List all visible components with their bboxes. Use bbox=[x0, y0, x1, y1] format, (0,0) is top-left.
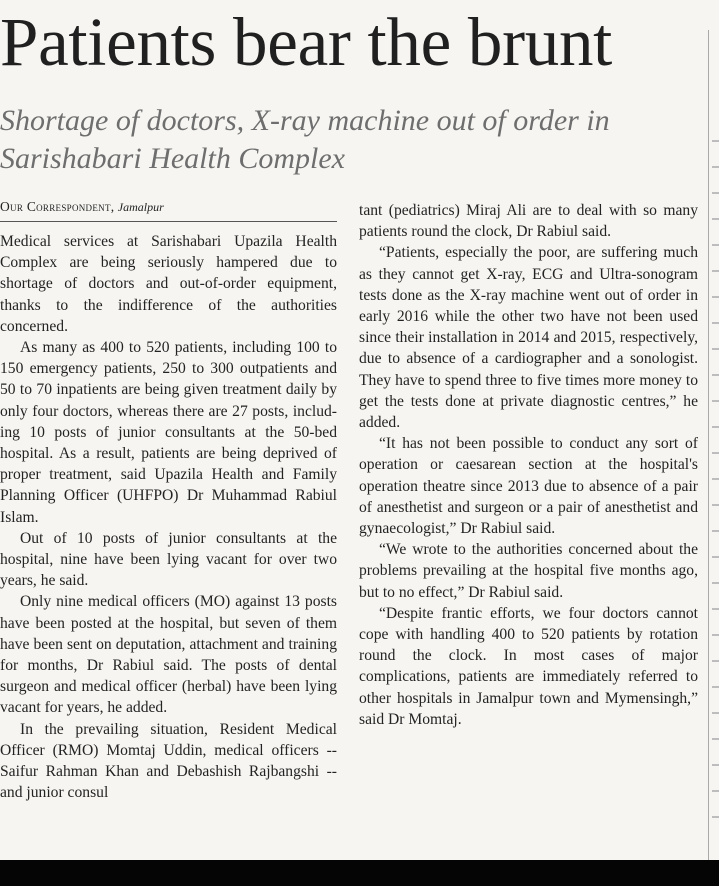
adjacent-column-rule bbox=[708, 30, 709, 860]
byline-author: Our Correspondent, bbox=[0, 199, 115, 214]
paragraph: “It has not been possible to conduct any sort of operation or caesarean section at the hospital's operation theatre since 2013 due to absence of a pair of anesthetist and surgeon or a pair of anesthetist and gynaecologist,” Dr Rabiul said. bbox=[359, 435, 698, 538]
scan-bottom-edge bbox=[0, 860, 719, 886]
paragraph: As many as 400 to 520 patients, including 100 to 150 emergency patients, 250 to 300 outpatients and 50 to 70 inpatients are being given treatment daily by only four doctors, whereas there are 27 posts, including 10 posts of junior consultants at the 50-bed hospital. As a result, patients are being deprived of proper treatment, said Upazila Health and Family Planning Officer (UHFPO) Dr Muhammad Rabiul Islam. bbox=[0, 339, 337, 526]
paragraph: “Patients, especially the poor, are suffering much as they cannot get X-ray, ECG and Ultra-sonogram tests done as the X-ray machine went out of order in early 2016 while the other two have not been used since their installation in 2014 and 2015, respectively, due to absence of a cardiographer and a sonologist. They have to spend three to five times more money to get the tests done at private diagnostic centres,” he added. bbox=[359, 244, 698, 432]
paragraph: Out of 10 posts of junior consultants at the hospital, nine have been lying vacant for over two years, he said. bbox=[0, 529, 337, 590]
article-column-2 bbox=[359, 200, 698, 730]
article-column-1 bbox=[0, 198, 337, 803]
paragraph: “Despite frantic efforts, we four doctors cannot cope with handling 400 to 520 patients by rotation round the clock. In most cases of major complications, patients are immediately referred to other hospitals in Jamalpur town and Mymensingh,” said Dr Momtaj. bbox=[359, 604, 698, 728]
adjacent-column-fragment bbox=[712, 140, 719, 840]
headline: Patients bear the brunt bbox=[0, 4, 613, 80]
paragraph: tant (pediatrics) Miraj Ali are to deal with so many patients round the clock, Dr Rabiul said. bbox=[359, 202, 698, 241]
paragraph: In the prevailing situation, Resident Medical Officer (RMO) Momtaj Uddin, medical officers -- Saifur Rahman Khan and Debashish Rajbangshi -- and junior consul bbox=[0, 720, 337, 802]
byline bbox=[0, 198, 337, 222]
byline-location: Jamalpur bbox=[117, 200, 164, 214]
deck-subheadline: Shortage of doctors, X-ray machine out of order in Sarishabari Health Complex bbox=[0, 104, 610, 175]
paragraph: “We wrote to the authorities concerned about the problems prevailing at the hospital five months ago, but to no effect,” Dr Rabiul said. bbox=[359, 541, 698, 601]
paragraph: Medical services at Sarishabari Upazila Health Complex are being seriously hampered due to shortage of doctors and out-of-order equipment, thanks to the indifference of the authorities concerned. bbox=[0, 233, 337, 335]
paragraph: Only nine medical officers (MO) against 13 posts have been posted at the hospital, but seven of them have been sent on deputation, attachment and training for months, Dr Rabiul said. The posts of dental surgeon and medical officer (herbal) have been lying vacant for years, he added. bbox=[0, 593, 337, 717]
